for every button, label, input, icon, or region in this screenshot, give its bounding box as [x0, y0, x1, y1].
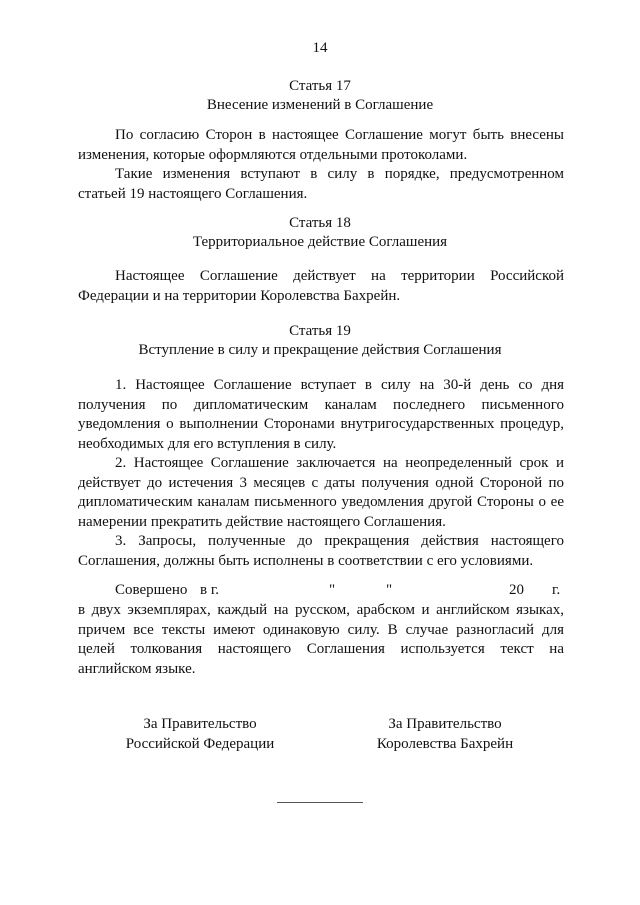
article-18-paragraph-1: Настоящее Соглашение действует на территории Российской Федерации и на территории Королевства Бахрейн. — [78, 268, 564, 304]
article-19-heading — [0, 322, 640, 360]
article-title: Внесение изменений в Соглашение — [206, 97, 434, 113]
done-at-line — [115, 582, 564, 602]
done-prefix: Совершено — [115, 582, 188, 598]
signature-block-bahrain — [345, 714, 545, 754]
signature-line-2: Российской Федерации — [125, 736, 275, 752]
bottom-divider — [277, 802, 363, 803]
article-title: Территориальное действие Соглашения — [192, 234, 448, 250]
article-number: Статья 19 — [289, 323, 351, 339]
done-quote-close: " — [386, 582, 393, 598]
article-number: Статья 17 — [289, 78, 351, 94]
article-18-heading — [0, 214, 640, 252]
signature-line-1: За Правительство — [388, 716, 502, 732]
done-city-prefix: в г. — [200, 582, 220, 598]
article-17-paragraph-2: Такие изменения вступают в силу в порядке, предусмотренном статьей 19 настоящего Соглашения. — [78, 166, 564, 202]
done-year-suffix: г. — [552, 582, 561, 598]
done-quote-open: " — [329, 582, 336, 598]
signature-line-1: За Правительство — [143, 716, 257, 732]
article-number: Статья 18 — [289, 215, 351, 231]
signature-block-russia — [100, 714, 300, 754]
article-19-paragraph-1: 1. Настоящее Соглашение вступает в силу на 30-й день со дня получения по дипломатическим каналам последнего письменного уведомления о выполнении Сторонами внутригосударственных процедур, необходимых для его вступления в силу. — [78, 377, 564, 452]
signature-line-2: Королевства Бахрейн — [376, 736, 514, 752]
article-17-heading — [0, 77, 640, 115]
done-year-prefix: 20 — [509, 582, 524, 598]
article-19-paragraph-2: 2. Настоящее Соглашение заключается на неопределенный срок и действует до истечения 3 месяцев с даты получения одной Стороной по дипломатическим каналам письменного уведомления другой Стороны о ее намерении прекратить действие настоящего Соглашения. — [78, 455, 564, 530]
page-number: 14 — [312, 40, 328, 56]
done-paragraph: в двух экземплярах, каждый на русском, арабском и английском языках, причем все тексты имеют одинаковую силу. В случае разногласий для целей толкования настоящего Соглашения используется текст на английском языке. — [78, 602, 564, 677]
article-title: Вступление в силу и прекращение действия Соглашения — [138, 342, 502, 358]
article-19-paragraph-3: 3. Запросы, полученные до прекращения действия настоящего Соглашения, должны быть исполнены в соответствии с его условиями. — [78, 533, 564, 569]
article-17-paragraph-1: По согласию Сторон в настоящее Соглашение могут быть внесены изменения, которые оформляются отдельными протоколами. — [78, 127, 564, 163]
